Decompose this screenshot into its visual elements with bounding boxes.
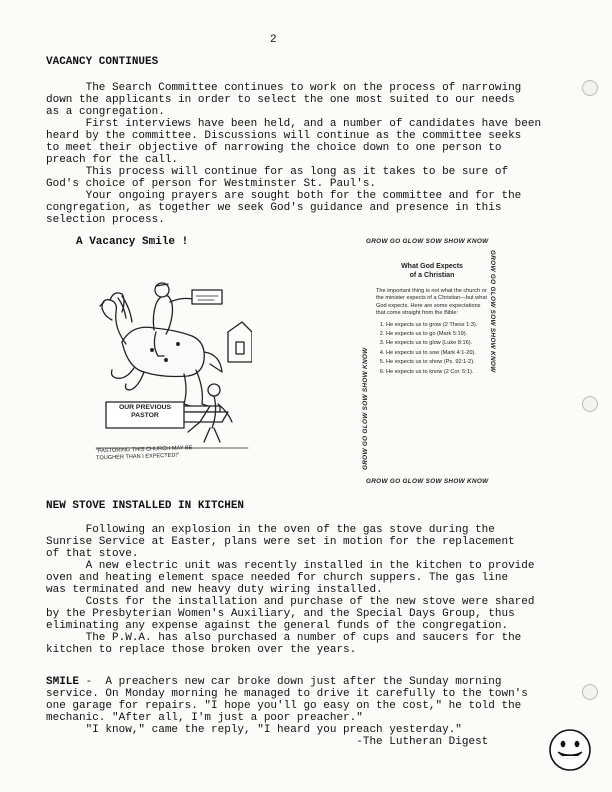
text-line: Following an explosion in the oven of the gas stove during the [46,524,495,536]
list-item: 4. He expects us to sow (Mark 4:1-20). [386,350,488,357]
list-item: 2. He expects us to go (Mark 5:19). [386,331,488,338]
box-intro: The important thing is not what the church or the minister expects of a Christian—but what God expects. Here are some expectations that come straight from the Bible: [376,288,487,317]
caption-line: TOUGHER THAN I EXPECTED!" [96,452,180,462]
text-line: as a congregation. [46,106,165,118]
text-line: mechanic. "After all, I'm just a poor preacher." [46,712,363,724]
text-line: God's choice of person for Westminster St. Paul's. [46,178,377,190]
box-title-line: What God Expects [401,263,463,270]
text-line: of that stove. [46,548,139,560]
expectations-list [376,322,488,376]
text-line: one garage for repairs. "I hope you'll go easy on the cost," he told the [46,700,522,712]
smile-body [46,676,586,748]
text-line: heard by the committee. Discussions will continue as the committee seeks [46,130,522,142]
text-line: eliminating any expense against the general funds of the congregation. [46,620,509,632]
border-top-text: GROW GO GLOW SOW SHOW KNOW [366,238,489,245]
smiley-face-icon [548,728,592,772]
border-bottom-text: GROW GO GLOW SOW SHOW KNOW [366,478,489,485]
text-line: Sunrise Service at Easter, plans were set in motion for the replacement [46,536,515,548]
list-item: 3. He expects us to glow (Luke 8:16). [386,340,488,347]
text-line: "I know," came the reply, "I heard you preach yesterday." [46,724,462,736]
text-line: First interviews have been held, and a number of candidates have been [46,118,542,130]
stove-heading: NEW STOVE INSTALLED IN KITCHEN [46,500,245,512]
border-left-text: GROW GO GLOW SOW SHOW KNOW [362,347,369,470]
page-number: 2 [270,34,277,46]
text-line: Your ongoing prayers are sought both for the committee and for the [46,190,522,202]
caption-line: "PASTORING THIS CHURCH MAY BE [95,445,193,455]
text-line: -The Lutheran Digest [46,736,489,748]
box-title [376,262,488,280]
text-line: selection process. [46,214,165,226]
text-line: congregation, as together we seek God's guidance and presence in this [46,202,502,214]
text-line: The P.W.A. has also purchased a number of cups and saucers for the [46,632,522,644]
list-item: 6. He expects us to know (2 Cor. 5:1). [386,369,488,376]
text-line: This process will continue for as long as it takes to be sure of [46,166,509,178]
box-title-line: of a Christian [409,272,455,279]
text-line: oven and heating element space needed for church suppers. The gas line [46,572,509,584]
stove-body [46,524,586,656]
text-line: by the Presbyterian Women's Auxiliary, and the Special Days Group, thus [46,608,515,620]
text-line: Costs for the installation and purchase of the new stove were shared [46,596,535,608]
text-line: preach for the call. [46,154,179,166]
smile-label: SMILE [46,676,80,688]
text-line: A new electric unit was recently installed in the kitchen to provide [46,560,535,572]
border-right-text: GROW GO GLOW SOW SHOW KNOW [489,250,496,373]
vacancy-body [46,82,586,226]
text-line: The Search Committee continues to work on the process of narrowing [46,82,522,94]
what-god-expects-content [376,262,488,378]
binder-hole-middle [582,396,598,412]
text-line: was terminated and new heavy duty wiring installed. [46,584,383,596]
text-line: to meet their objective of narrowing the choice down to one person to [46,142,502,154]
list-item: 5. He expects us to show (Ps. 92:1-2). [386,359,488,366]
pedestal-sign-text: OUR PREVIOUS PASTOR [118,404,172,419]
vacancy-heading: VACANCY CONTINUES [46,56,159,68]
smile-first-line: - A preachers new car broke down just after the Sunday morning [79,676,502,688]
text-line [46,676,586,688]
list-item: 1. He expects us to grow (2 Thess 1:3). [386,322,488,329]
text-line: down the applicants in order to select the one most suited to our needs [46,94,515,106]
text-line: service. On Monday morning he managed to drive it carefully to the town's [46,688,528,700]
text-line: kitchen to replace those broken over the years. [46,644,357,656]
cartoon-heading: A Vacancy Smile ! [76,236,189,248]
